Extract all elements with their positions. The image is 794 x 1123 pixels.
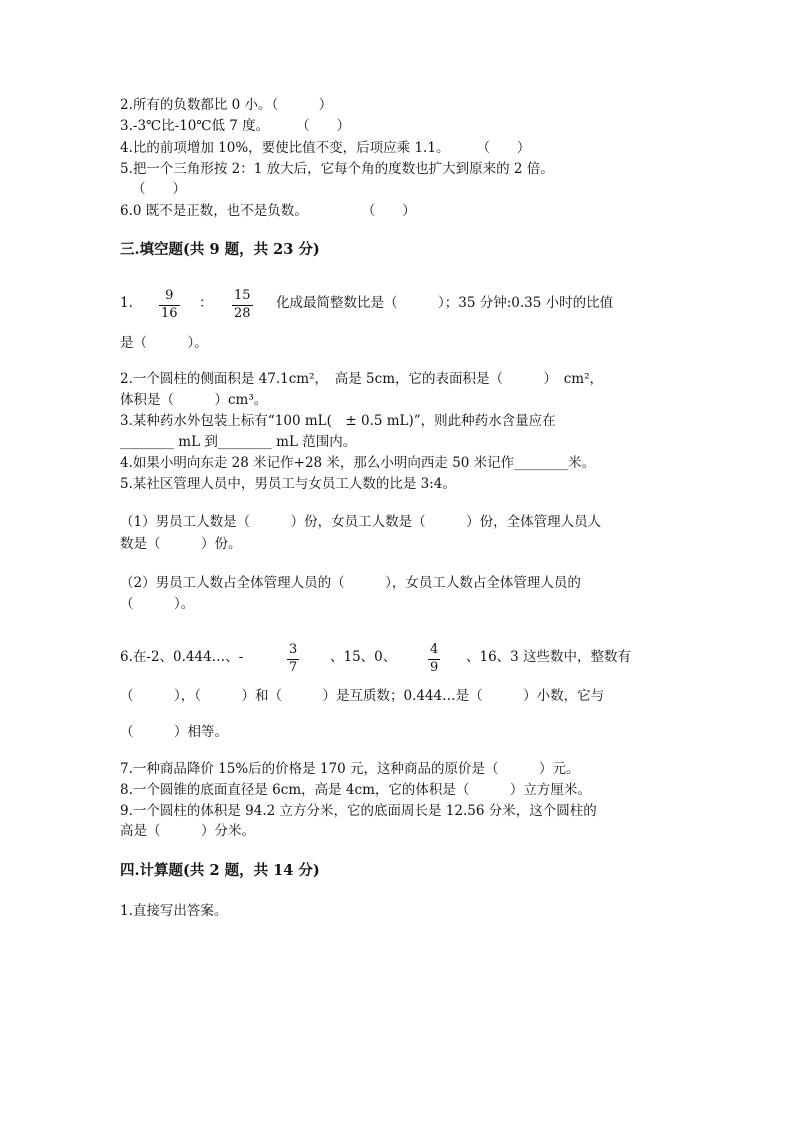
section3-title: 三.填空题(共 9 题，共 23 分) [120,241,320,258]
fill-q9-line2: 高是（ ）分米。 [120,823,255,839]
fill-q5-part1-line2: 数是（ ）份。 [120,536,242,552]
fraction-denominator: 9 [430,660,439,675]
judge-q6: 6.0 既不是正数，也不是负数。 （ ） [120,203,416,219]
judge-q3: 3.-3℃比-10℃低 7 度。 （ ） [120,118,351,134]
fill-q5: 5.某社区管理人员中，男员工与女员工人数的比是 3:4。 [120,476,456,492]
judge-q5-bracket: （ ） [132,181,186,197]
fraction-3-7 [287,643,299,675]
fill-q5-part2-line2: （ ）。 [120,596,195,612]
fraction-numerator: 9 [165,288,174,303]
judge-q2: 2.所有的负数都比 0 小。（ ） [120,97,333,113]
fill-q1-num: 1. [120,295,133,311]
fill-q2-line2: 体积是（ ）cm³。 [120,392,268,408]
fraction-9-16 [159,289,180,321]
judge-q5: 5.把一个三角形按 2：1 放大后，它每个角的度数也扩大到原来的 2 倍。 [120,161,554,177]
fill-q2: 2.一个圆柱的侧面积是 47.1cm²， 高是 5cm，它的表面积是（ ） cm²， [120,371,604,387]
judge-q4: 4.比的前项增加 10%，要使比值不变，后项应乘 1.1。 （ ） [120,140,531,156]
calc-q1: 1.直接写出答案。 [120,903,228,919]
fill-q8: 8.一个圆锥的底面直径是 6cm，高是 4cm，它的体积是（ ）立方厘米。 [120,782,591,798]
fraction-numerator: 4 [430,642,439,657]
fill-q3: 3.某种药水外包装上标有“100 mL( ± 0.5 mL)”，则此种药水含量应在 [120,413,556,429]
fill-q1-line2: 是（ ）。 [120,335,208,351]
fill-q4: 4.如果小明向东走 28 米记作+28 米，那么小明向西走 50 米记作________米。 [120,455,596,471]
fill-q5-part1: （1）男员工人数是（ ）份，女员工人数是（ ）份，全体管理人员人 [120,514,602,530]
fill-q9: 9.一个圆柱的体积是 94.2 立方分米，它的底面周长是 12.56 分米，这个圆柱的 [120,803,597,819]
fraction-denominator: 16 [161,306,178,321]
fraction-numerator: 3 [289,642,298,657]
fraction-denominator: 28 [234,306,251,321]
fill-q5-part2: （2）男员工人数占全体管理人员的（ ），女员工人数占全体管理人员的 [120,575,581,591]
fill-q6-line3: （ ）相等。 [120,724,228,740]
fill-q6-line2: （ ），（ ）和（ ）是互质数；0.444…是（ ）小数，它与 [120,688,605,704]
fill-q6-prefix: 6.在-2、0.444…、- [120,649,244,665]
ratio-colon: ： [199,295,213,311]
fill-q7: 7.一种商品降价 15%后的价格是 170 元，这种商品的原价是（ ）元。 [120,761,580,777]
fraction-15-28 [232,289,253,321]
fill-q1-text: 化成最简整数比是（ ）；35 分钟:0.35 小时的比值 [276,295,614,311]
fill-q3-line2: ________ mL 到________ mL 范围内。 [120,434,357,450]
section4-title: 四.计算题(共 2 题，共 14 分) [120,862,320,879]
fill-q6-mid: 、15、0、 [330,649,397,665]
fraction-denominator: 7 [289,660,298,675]
fraction-4-9 [428,643,440,675]
fill-q6-suffix: 、16、3 这些数中，整数有 [466,649,632,665]
fraction-numerator: 15 [234,288,251,303]
